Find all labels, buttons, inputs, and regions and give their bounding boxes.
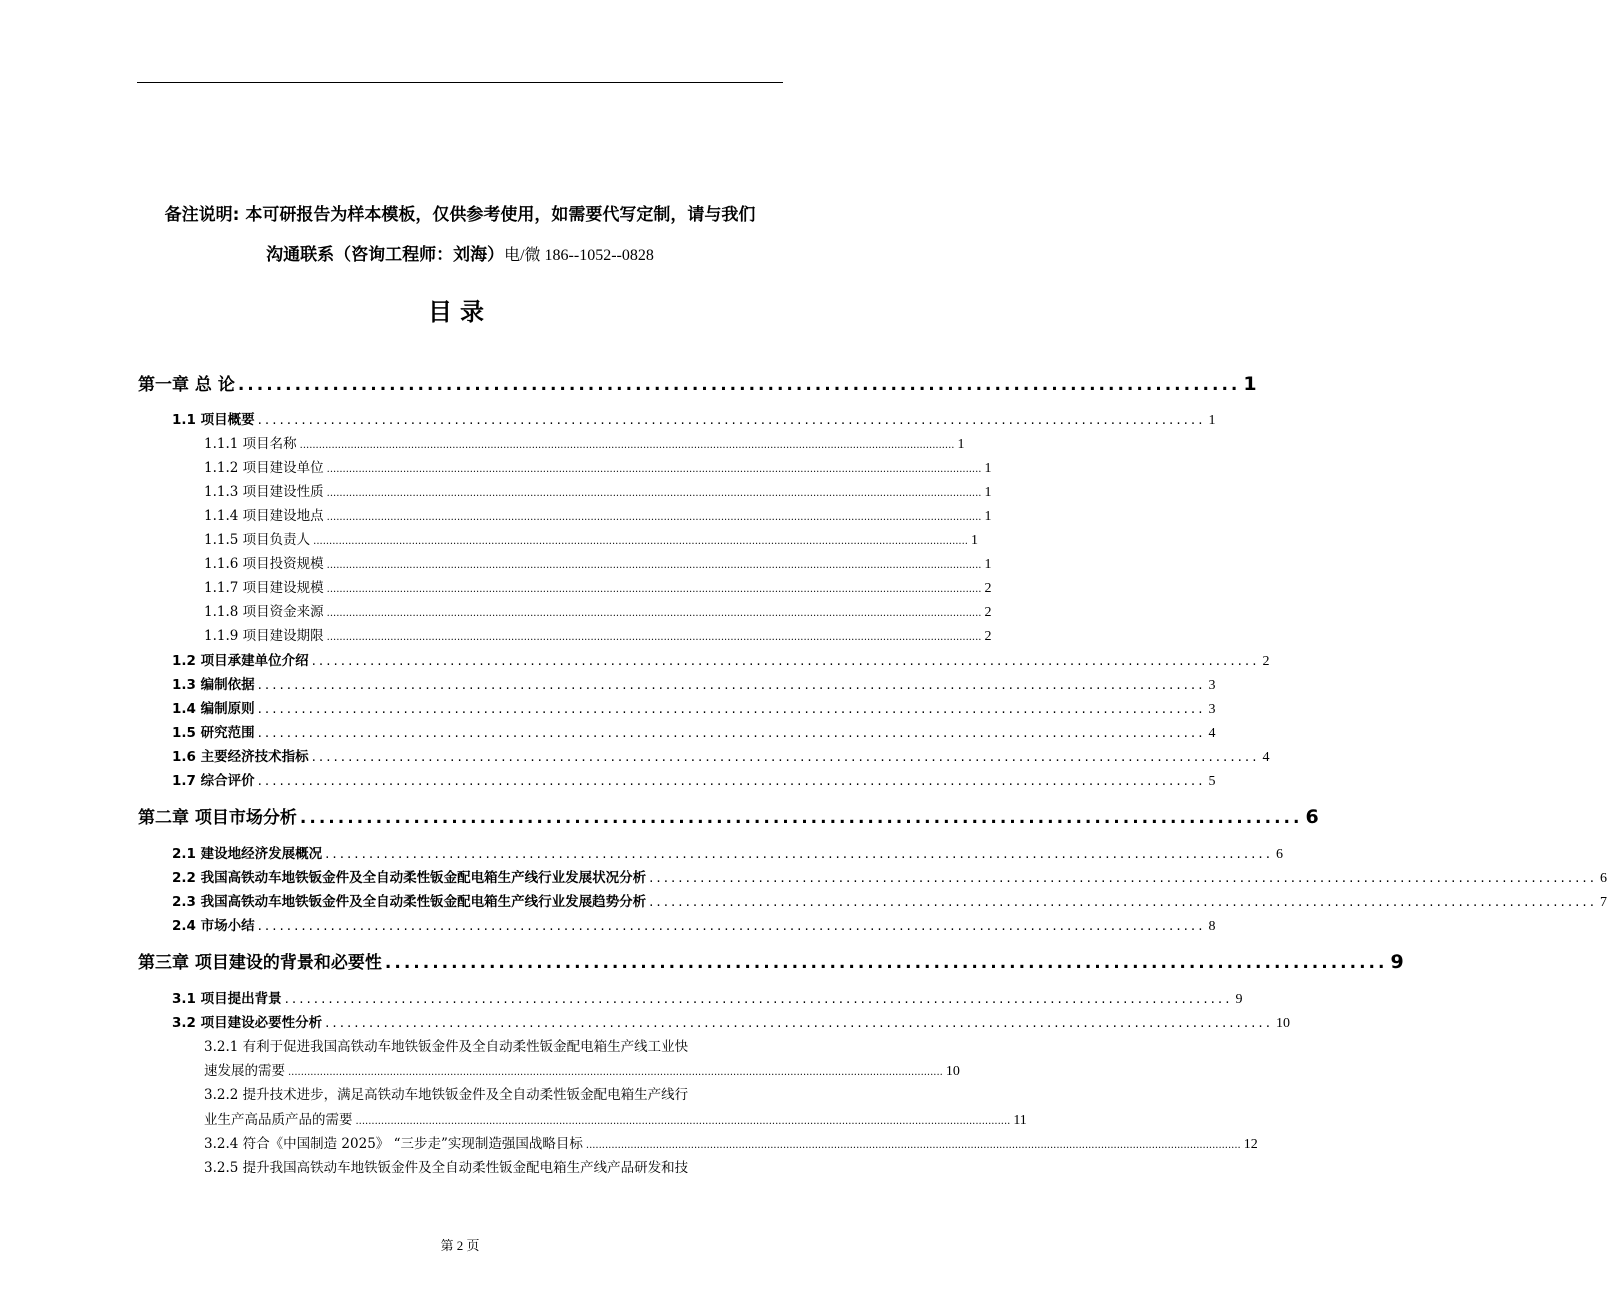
- toc-section-1-4[interactable]: 1.4 编制原则 .................................................................................................................................. 3: [172, 701, 1216, 717]
- leader-dots: ..........................................................................................................: [384, 953, 1388, 973]
- notice-phone: 电/微 186--1052--0828: [504, 247, 654, 264]
- leader-dots: ..............................................................................................................................................................................................................: [326, 488, 982, 499]
- leader-dots: ..............................................................................................................................................................................................................: [326, 512, 982, 523]
- leader-dots: ..............................................................................................................................................................................................................: [313, 536, 968, 547]
- toc-chapter-3[interactable]: 第三章 项目建设的背景和必要性 .......................................................................................................... 9: [138, 951, 1404, 973]
- leader-dots: ..............................................................................................................................................................................................................: [326, 584, 982, 595]
- toc-item-3-2-2[interactable]: 业生产高品质产品的需要 .............................................................................................................................................................................................................. 11: [204, 1112, 1027, 1128]
- toc-item-3-2-4[interactable]: 3.2.4 符合《中国制造 2025》 “三步走”实现制造强国战略目标 .............................................................................................................................................................................................................. 12: [204, 1136, 1258, 1152]
- notice-line-2: [60, 240, 860, 265]
- toc-chapter-1[interactable]: 第一章 总 论 .......................................................................................................... 1: [138, 373, 1257, 395]
- page-number: 第 2 页: [440, 1238, 480, 1253]
- toc-item-1-1-9[interactable]: 1.1.9 项目建设期限 .............................................................................................................................................................................................................. 2: [204, 628, 992, 644]
- toc-title: 目录: [428, 298, 492, 326]
- toc-section-2-2[interactable]: 2.2 我国高铁动车地铁钣金件及全自动柔性钣金配电箱生产线行业发展状况分析 .................................................................................................................................. 6: [172, 870, 1607, 886]
- toc-section-1-3[interactable]: 1.3 编制依据 .................................................................................................................................. 3: [172, 677, 1216, 693]
- leader-dots: ..............................................................................................................................................................................................................: [355, 1116, 1011, 1127]
- leader-dots: ..............................................................................................................................................................................................................: [326, 560, 982, 571]
- leader-dots: ..................................................................................................................................: [284, 991, 1233, 1007]
- leader-dots: ..................................................................................................................................: [649, 870, 1597, 886]
- leader-dots: ..................................................................................................................................: [325, 846, 1273, 862]
- leader-dots: ..................................................................................................................................: [257, 918, 1206, 934]
- leader-dots: ..............................................................................................................................................................................................................: [288, 1067, 943, 1078]
- leader-dots: ..................................................................................................................................: [649, 894, 1597, 910]
- leader-dots: ..............................................................................................................................................................................................................: [585, 1140, 1241, 1151]
- toc-item-3-2-1[interactable]: 速发展的需要 .............................................................................................................................................................................................................. 10: [204, 1063, 960, 1079]
- leader-dots: ..............................................................................................................................................................................................................: [299, 440, 955, 451]
- leader-dots: ..................................................................................................................................: [311, 749, 1260, 765]
- toc-item-1-1-8[interactable]: 1.1.8 项目资金来源 .............................................................................................................................................................................................................. 2: [204, 604, 992, 620]
- toc-item-1-1-7[interactable]: 1.1.7 项目建设规模 .............................................................................................................................................................................................................. 2: [204, 580, 992, 596]
- notice-contact: 沟通联系（咨询工程师：刘海）: [266, 245, 505, 265]
- toc-section-1-2[interactable]: 1.2 项目承建单位介绍 .................................................................................................................................. 2: [172, 653, 1270, 669]
- toc-section-1-7[interactable]: 1.7 综合评价 .................................................................................................................................. 5: [172, 773, 1216, 789]
- toc-chapter-2[interactable]: 第二章 项目市场分析 .......................................................................................................... 6: [138, 806, 1319, 828]
- toc-section-3-1[interactable]: 3.1 项目提出背景 .................................................................................................................................. 9: [172, 991, 1243, 1007]
- leader-dots: ..............................................................................................................................................................................................................: [326, 632, 982, 643]
- toc-item-3-2-5-line1[interactable]: 3.2.5 提升我国高铁动车地铁钣金件及全自动柔性钣金配电箱生产线产品研发和技: [204, 1160, 689, 1176]
- leader-dots: ..................................................................................................................................: [257, 725, 1206, 741]
- leader-dots: ..........................................................................................................: [237, 375, 1241, 395]
- toc-item-3-2-2-line1[interactable]: 3.2.2 提升技术进步，满足高铁动车地铁钣金件及全自动柔性钣金配电箱生产线行: [204, 1087, 689, 1103]
- leader-dots: ..........................................................................................................: [299, 808, 1303, 828]
- toc-item-3-2-1-line1[interactable]: 3.2.1 有利于促进我国高铁动车地铁钣金件及全自动柔性钣金配电箱生产线工业快: [204, 1039, 689, 1055]
- toc-section-3-2[interactable]: 3.2 项目建设必要性分析 .................................................................................................................................. 10: [172, 1015, 1290, 1031]
- toc-item-1-1-1[interactable]: 1.1.1 项目名称 .............................................................................................................................................................................................................. 1: [204, 436, 965, 452]
- leader-dots: ..................................................................................................................................: [257, 677, 1206, 693]
- toc-section-1-1[interactable]: 1.1 项目概要 .................................................................................................................................. 1: [172, 412, 1216, 428]
- toc-section-2-1[interactable]: 2.1 建设地经济发展概况 .................................................................................................................................. 6: [172, 846, 1283, 862]
- leader-dots: ..................................................................................................................................: [257, 412, 1206, 428]
- leader-dots: ..............................................................................................................................................................................................................: [326, 464, 982, 475]
- toc-item-1-1-2[interactable]: 1.1.2 项目建设单位 .............................................................................................................................................................................................................. 1: [204, 460, 992, 476]
- toc-section-1-5[interactable]: 1.5 研究范围 .................................................................................................................................. 4: [172, 725, 1216, 741]
- toc-item-1-1-5[interactable]: 1.1.5 项目负责人 .............................................................................................................................................................................................................. 1: [204, 532, 978, 548]
- notice-line-1: 备注说明: 本可研报告为样本模板，仅供参考使用，如需要代写定制，请与我们: [164, 205, 756, 225]
- toc-item-1-1-3[interactable]: 1.1.3 项目建设性质 .............................................................................................................................................................................................................. 1: [204, 484, 992, 500]
- toc-section-2-3[interactable]: 2.3 我国高铁动车地铁钣金件及全自动柔性钣金配电箱生产线行业发展趋势分析 .................................................................................................................................. 7: [172, 894, 1607, 910]
- leader-dots: ..................................................................................................................................: [257, 773, 1206, 789]
- header-rule: [137, 82, 783, 83]
- toc-section-2-4[interactable]: 2.4 市场小结 .................................................................................................................................. 8: [172, 918, 1216, 934]
- toc-section-1-6[interactable]: 1.6 主要经济技术指标 .................................................................................................................................. 4: [172, 749, 1270, 765]
- leader-dots: ..................................................................................................................................: [325, 1015, 1273, 1031]
- toc-item-1-1-6[interactable]: 1.1.6 项目投资规模 .............................................................................................................................................................................................................. 1: [204, 556, 992, 572]
- toc-item-1-1-4[interactable]: 1.1.4 项目建设地点 .............................................................................................................................................................................................................. 1: [204, 508, 992, 524]
- leader-dots: ..................................................................................................................................: [257, 701, 1206, 717]
- leader-dots: ..................................................................................................................................: [311, 653, 1260, 669]
- leader-dots: ..............................................................................................................................................................................................................: [326, 608, 982, 619]
